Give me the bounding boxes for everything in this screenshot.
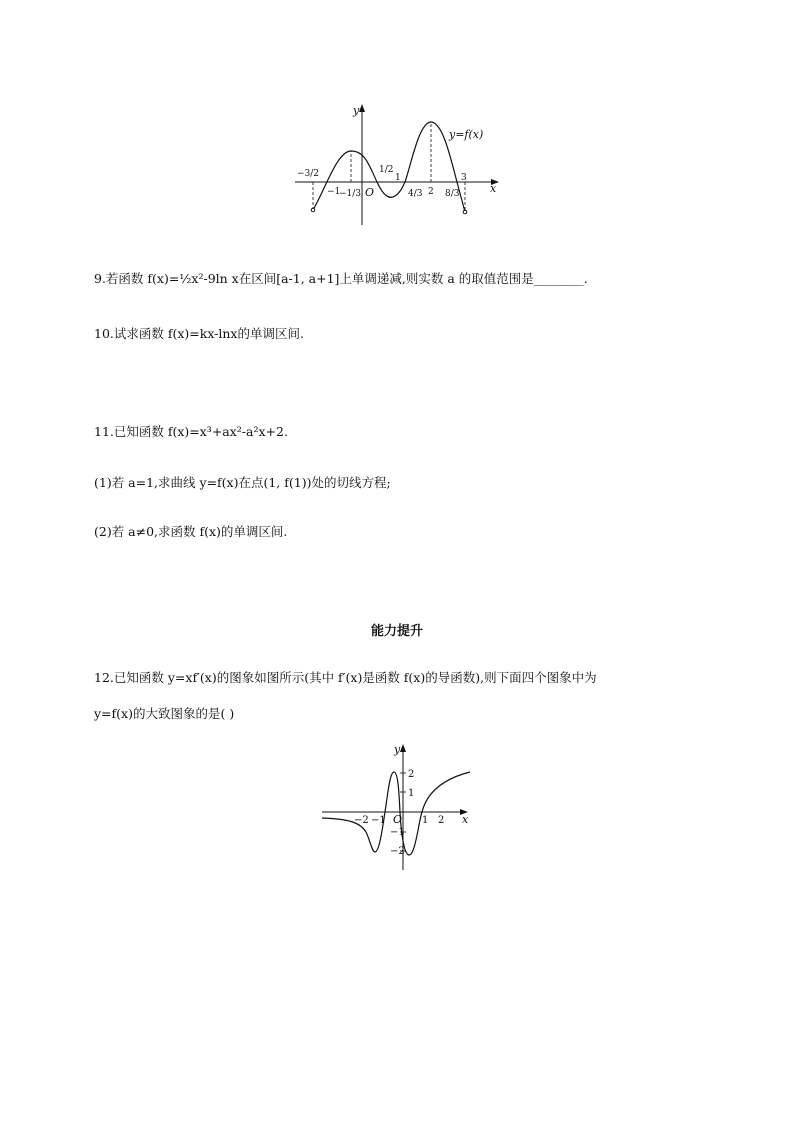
origin-label: O	[393, 813, 403, 826]
endpoint-left	[311, 208, 315, 212]
tick-neg-three-halves: −3/2	[297, 169, 320, 179]
question-12-line-1: 12.已知函数 y=xf′(x)的图象如图所示(其中 f′(x)是函数 f(x)的导函数),则下面四个图象中为	[94, 670, 597, 685]
question-9: 9.若函数 f(x)=½x²-9ln x在区间[a-1, a+1]上单调递减,则实数 a 的取值范围是________.	[94, 271, 588, 286]
tick-four-thirds: 4/3	[408, 189, 423, 199]
tick-neg-one: −1	[327, 187, 341, 197]
y-axis-arrow	[400, 744, 406, 752]
origin-label: O	[365, 186, 375, 199]
tick-label-y-neg-1: −1	[390, 827, 405, 838]
tick-three: 3	[461, 173, 467, 183]
question-11-part-2: (2)若 a≠0,求函数 f(x)的单调区间.	[94, 524, 288, 539]
tick-label-y-1: 1	[408, 788, 415, 799]
tick-label-x-neg-1: −1	[371, 815, 386, 826]
question-10: 10.试求函数 f(x)=kx-lnx的单调区间.	[94, 326, 304, 341]
tick-neg-one-third: −1/3	[339, 189, 362, 199]
y-axis-label: y	[394, 743, 401, 756]
x-axis-label: x	[462, 813, 469, 826]
tick-label-y-2: 2	[408, 769, 415, 780]
x-axis-label: x	[490, 182, 497, 195]
tick-label-x-neg-2: −2	[354, 815, 369, 826]
question-12-line-2: y=f(x)的大致图象的是( )	[94, 706, 235, 721]
y-axis-arrow	[359, 104, 365, 112]
graph-x-f-prime	[318, 740, 478, 875]
tick-label-x-1: 1	[422, 815, 429, 826]
tick-label-x-2: 2	[438, 815, 445, 826]
graph-f-of-x	[285, 100, 515, 230]
tick-two: 2	[428, 187, 434, 197]
curve-label: y=f(x)	[449, 128, 484, 141]
tick-one: 1	[395, 173, 401, 183]
tick-one-half: 1/2	[379, 165, 394, 175]
section-heading: 能力提升	[370, 624, 423, 639]
tick-label-y-neg-2: −2	[390, 846, 405, 857]
question-11-part-1: (1)若 a=1,求曲线 y=f(x)在点(1, f(1))处的切线方程;	[94, 475, 391, 490]
endpoint-right	[463, 210, 467, 214]
question-11-stem: 11.已知函数 f(x)=x³+ax²-a²x+2.	[94, 424, 288, 439]
tick-eight-thirds: 8/3	[445, 189, 460, 199]
y-axis-label: y	[353, 104, 360, 117]
